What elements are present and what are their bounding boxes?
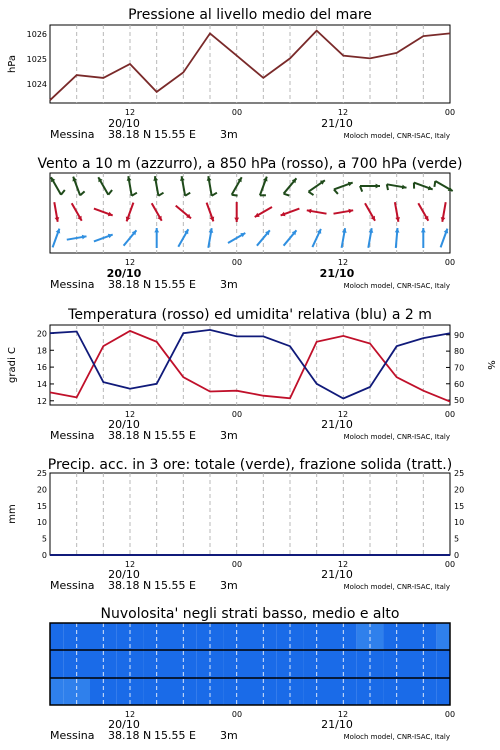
cloud-xtick-12a: 12 — [124, 710, 136, 719]
temp-location-alt: 3m — [220, 429, 238, 442]
precip-location-lat: 38.18 N — [108, 579, 152, 592]
wind-700-arrow-barb — [309, 192, 314, 195]
cloud-heatmap — [50, 623, 450, 705]
pressure-ytick-1026: 1026 — [26, 30, 47, 39]
cloud-location-name: Messina — [50, 729, 95, 742]
precip-ytick-right: 20 — [454, 485, 465, 495]
pressure-date-2: 21/10 — [321, 117, 353, 130]
cloud-xtick-00a: 00 — [231, 710, 243, 719]
pressure-xtick-00a: 00 — [231, 108, 243, 117]
pressure-title: Pressione al livello medio del mare — [128, 7, 372, 23]
wind-xtick-12b: 12 — [337, 258, 349, 267]
temp-xtick-00a: 00 — [231, 410, 243, 419]
precip-ytick-right: 0 — [454, 551, 460, 560]
precip-ylabel: mm — [7, 504, 18, 524]
temp-ylabel: gradi C — [7, 347, 18, 383]
temp-ytick: 12 — [36, 396, 47, 406]
temp-credit: Moloch model, CNR-ISAC, Italy — [343, 433, 450, 441]
precip-title: Precip. acc. in 3 ore: totale (verde), frazione solida (tratt.) — [47, 457, 453, 473]
temp-xtick-12b: 12 — [337, 410, 349, 419]
precip-ytick-right: 10 — [454, 518, 465, 528]
temp-rh-xaxis — [50, 410, 455, 442]
temp-ytick: 18 — [36, 346, 47, 356]
wind-700-arrow-barb — [284, 194, 290, 196]
temp-ytick: 20 — [36, 329, 47, 339]
wind-700-arrow-barb — [334, 189, 338, 194]
pressure-xaxis — [50, 108, 455, 141]
cloud-cell-basso — [437, 678, 450, 705]
rh-ytick: 80 — [454, 347, 465, 357]
humidity-series-line — [50, 330, 450, 399]
precip-yticks-left — [37, 469, 47, 560]
wind-700-arrow-barb — [61, 190, 65, 195]
precip-xtick-12a: 12 — [124, 560, 136, 569]
wind-date-2: 21/10 — [319, 267, 355, 280]
pressure-location-lat: 38.18 N — [108, 128, 152, 141]
cloud-xtick-12b: 12 — [337, 710, 349, 719]
precip-location-alt: 3m — [220, 579, 238, 592]
precip-ytick-left: 5 — [41, 534, 47, 544]
cloud-date-2: 21/10 — [321, 718, 353, 731]
wind-location-lat: 38.18 N — [108, 278, 152, 291]
rh-ytick: 90 — [454, 330, 465, 340]
cloud-cell-alto — [437, 623, 450, 650]
temp-location-name: Messina — [50, 429, 95, 442]
wind-credit: Moloch model, CNR-ISAC, Italy — [343, 282, 450, 290]
wind-location-lon: 15.55 E — [154, 278, 196, 291]
wind-700-arrow-barb — [434, 181, 435, 187]
precip-frame — [50, 473, 450, 555]
precip-credit: Moloch model, CNR-ISAC, Italy — [343, 583, 450, 591]
cloud-xtick-00b: 00 — [444, 710, 456, 719]
precip-gridlines — [77, 473, 424, 555]
temp-date-2: 21/10 — [321, 418, 353, 431]
pressure-panel — [7, 7, 455, 141]
cloud-cell-basso — [50, 678, 63, 705]
wind-xtick-12a: 12 — [124, 258, 136, 267]
temp-ytick: 16 — [36, 363, 47, 373]
precip-ytick-right: 5 — [454, 534, 460, 544]
precip-location-lon: 15.55 E — [154, 579, 196, 592]
cloud-location-lon: 15.55 E — [154, 729, 196, 742]
pressure-ytick-1025: 1025 — [26, 55, 47, 64]
pressure-location-lon: 15.55 E — [154, 128, 196, 141]
temp-date-1: 20/10 — [108, 418, 140, 431]
precip-ytick-left: 25 — [36, 469, 47, 478]
wind-10m-arrow-head — [395, 228, 400, 233]
precip-ytick-left: 20 — [36, 485, 47, 495]
wind-700-arrow-barb — [80, 191, 85, 195]
precip-xaxis — [50, 560, 455, 592]
precip-xtick-00b: 00 — [444, 560, 456, 569]
temp-location-lon: 15.55 E — [154, 429, 196, 442]
rh-yticks — [446, 331, 464, 405]
pressure-xtick-00b: 00 — [444, 108, 456, 117]
wind-700-arrow-barb — [212, 193, 217, 196]
wind-10m-arrow-head — [421, 228, 426, 232]
pressure-xtick-12a: 12 — [124, 108, 136, 117]
wind-700-arrow-barb — [108, 190, 112, 195]
cloud-cell-medio — [437, 650, 450, 678]
wind-700-arrow-barb — [232, 195, 238, 196]
precip-xtick-00a: 00 — [231, 560, 243, 569]
temp-yticks — [37, 329, 54, 405]
cloud-title: Nuvolosita' negli strati basso, medio e alto — [100, 606, 400, 622]
pressure-location-name: Messina — [50, 128, 95, 141]
pressure-location-alt: 3m — [220, 128, 238, 141]
pressure-xtick-12b: 12 — [337, 108, 349, 117]
precip-ytick-left: 10 — [36, 518, 47, 528]
wind-850-arrow-head — [234, 218, 239, 222]
wind-arrows — [51, 176, 453, 248]
cloud-cell-alto — [50, 623, 63, 650]
pressure-frame — [50, 25, 450, 103]
wind-700-arrow-barb — [132, 193, 137, 196]
temp-rh-panel — [7, 307, 496, 442]
precip-panel — [7, 457, 464, 592]
rh-ylabel: % — [485, 360, 496, 370]
rh-ytick: 50 — [454, 396, 465, 406]
temp-xtick-12a: 12 — [124, 410, 136, 419]
temp-location-lat: 38.18 N — [108, 429, 152, 442]
wind-date-1: 20/10 — [106, 267, 142, 280]
temp-rh-title: Temperatura (rosso) ed umidita' relativa (blu) a 2 m — [68, 307, 432, 323]
wind-location-alt: 3m — [220, 278, 238, 291]
wind-700-arrow-barb — [185, 193, 190, 196]
temp-xtick-00b: 00 — [444, 410, 456, 419]
pressure-ytick-1024: 1024 — [26, 80, 47, 89]
wind-xtick-00a: 00 — [231, 258, 243, 267]
wind-700-arrow-barb — [387, 184, 388, 190]
cloud-location-lat: 38.18 N — [108, 729, 152, 742]
wind-panel — [37, 156, 462, 291]
precip-xtick-12b: 12 — [337, 560, 349, 569]
precip-date-2: 21/10 — [321, 568, 353, 581]
cloud-date-1: 20/10 — [108, 718, 140, 731]
pressure-credit: Moloch model, CNR-ISAC, Italy — [343, 132, 450, 140]
precip-location-name: Messina — [50, 579, 95, 592]
cloud-location-alt: 3m — [220, 729, 238, 742]
cloud-credit: Moloch model, CNR-ISAC, Italy — [343, 733, 450, 741]
precip-ytick-left: 15 — [36, 501, 47, 511]
cloud-panel — [50, 606, 455, 742]
precip-date-1: 20/10 — [108, 568, 140, 581]
temperature-series-line — [50, 331, 450, 402]
precip-ytick-right: 15 — [454, 501, 465, 511]
rh-ytick: 70 — [454, 363, 465, 373]
temp-ytick: 14 — [36, 379, 47, 389]
wind-700-arrow-head — [376, 184, 380, 189]
pressure-date-1: 20/10 — [108, 117, 140, 130]
wind-location-name: Messina — [50, 278, 95, 291]
pressure-series-line — [50, 31, 450, 101]
wind-xtick-00b: 00 — [444, 258, 456, 267]
wind-xaxis — [50, 258, 455, 291]
precip-ytick-right: 25 — [454, 469, 465, 478]
precip-yticks-right — [454, 469, 464, 560]
wind-title: Vento a 10 m (azzurro), a 850 hPa (rosso), a 700 hPa (verde) — [37, 156, 463, 172]
wind-700-arrow-barb — [158, 193, 163, 196]
rh-ytick: 60 — [454, 379, 465, 389]
precip-ytick-left: 0 — [41, 551, 47, 560]
pressure-ylabel: hPa — [7, 54, 18, 74]
wind-10m-arrow-head — [154, 228, 159, 232]
cloud-cell-medio — [50, 650, 63, 678]
cloud-xaxis — [50, 710, 455, 742]
